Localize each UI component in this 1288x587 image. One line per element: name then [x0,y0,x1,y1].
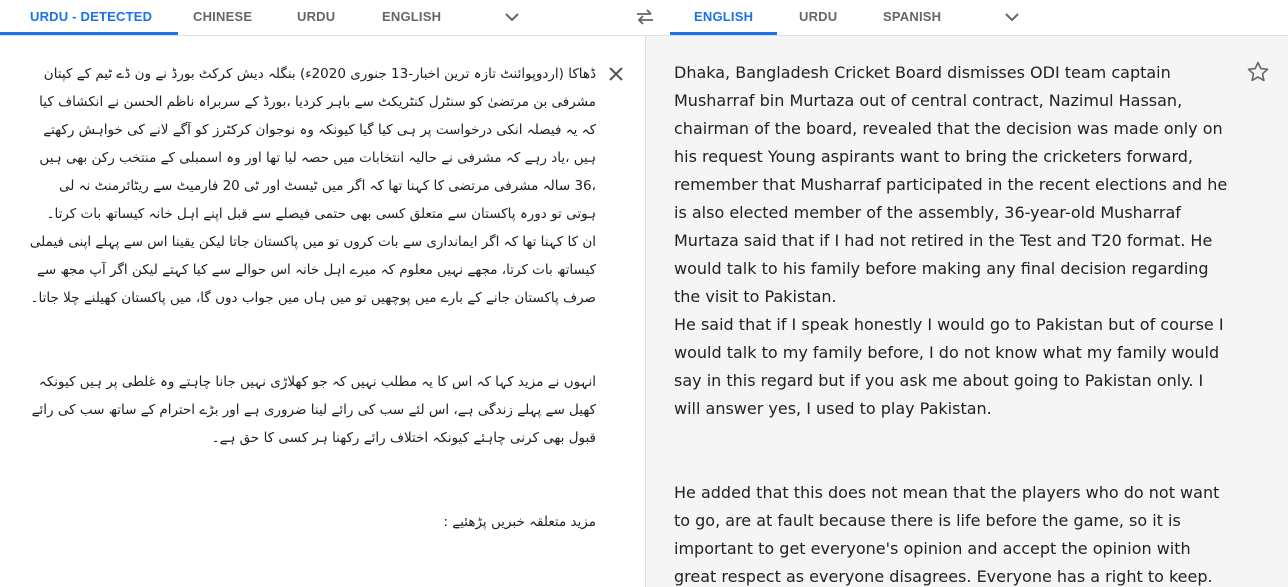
chevron-down-icon [503,8,521,26]
tab-source-english[interactable]: ENGLISH [382,9,442,24]
tab-source-detected[interactable] [30,0,152,34]
tab-source-urdu[interactable]: URDU [297,9,336,24]
swap-languages-button[interactable] [635,7,655,27]
target-more-languages-button[interactable] [1003,8,1021,26]
close-icon [606,64,626,84]
active-tab-indicator [0,32,178,35]
tab-source-detected-label: URDU - DETECTED [30,9,153,24]
source-more-languages-button[interactable] [503,8,521,26]
tab-target-english[interactable] [694,0,753,34]
tab-source-chinese[interactable]: CHINESE [193,9,253,24]
tab-target-urdu[interactable]: URDU [799,9,838,24]
clear-source-button[interactable] [606,64,626,84]
tab-target-spanish[interactable]: SPANISH [883,9,942,24]
tab-target-english-label: ENGLISH [694,9,754,24]
translation-panel [645,36,1288,587]
source-text-input[interactable]: ڈھاکا (اردوپوائنٹ تازہ ترین اخبار-13 جنوری 2020ء) بنگلہ دیش کرکٹ بورڈ نے ون ڈے ٹیم کے کپتان مشرفی بن مرتضیٰ کو سنٹرل کنٹریکٹ سے باہر کردیا ،بورڈ کے سربراہ ناظم الحسن نے انکشاف کیا کہ یہ فیصلہ انکی درخواست پر ہی کیا گیا کیونکہ وہ نوجوان کرکٹرز کو آگے لانے کی خواہش رکھتے ہیں ،یاد رہے کہ مشرفی نے حالیہ انتخابات میں حصہ لیا تھا اور وہ اسمبلی کے منتخب رکن بھی ہیں ،36 سالہ مشرفی مرتضی کا کہنا تھا کہ اگر میں ٹیسٹ اور ٹی 20 فارمیٹ سے ریٹائرمنٹ نہ لی ہوتی تو دورہ پاکستان سے متعلق کسی بھی حتمی فیصلے سے قبل اپنے اہل خانہ کیساتھ بات کرتا۔ ان کا کہنا تھا کہ اگر ایمانداری سے بات کروں تو میں پاکستان جاتا لیکن یقینا اس سے پہلے اپنی فیملی کیساتھ بات کرتا، مجھے نہیں معلوم کہ میرے اہل خانہ اس حوالے سے کیا کہتے لیکن اگر آپ مجھ سے صرف پاکستان جانے کے بارے میں پوچھیں تو میں ہاں میں جواب دوں گا، میں پاکستان کھیلنے چلا جاتا۔ انہوں نے مزید کہا کہ اس کا یہ مطلب نہیں کہ جو کھلاڑی نہیں جانا چاہتے وہ غلطی پر ہیں کیونکہ کھیل سے پہلے زندگی ہے، اس لئے سب کی رائے لینا ضروری ہے اور بڑے احترام کے ساتھ سب کی رائے قبول بھی کرنی چاہئے کیونکہ اختلاف رائے رکھنا ہر کسی کا حق ہے۔ مزید متعلقہ خبریں پڑھئیے : [29,66,596,530]
translation-output: Dhaka, Bangladesh Cricket Board dismisses ODI team captain Musharraf bin Murtaza out of central contract, Nazimul Hassan, chairman of the board, revealed that the decision was made only on his request Young aspirants want to bring the cricketers forward, remember that Musharraf participated in the recent elections and he is also elected member of the assembly, 36-year-old Musharraf Murtaza said that if I had not retired in the Test and T20 format. He would talk to his family before making any final decision regarding the visit to Pakistan. He said that if I speak honestly I would go to Pakistan but of course I would talk to my family before, I do not know what my family would say in this regard but if you ask me about going to Pakistan only. I will answer yes, I used to play Pakistan. He added that this does not mean that the players who do not want to go, are at fault because there is life before the game, so it is important to get everyone's opinion and accept the opinion with great respect as everyone disagrees. Everyone has a right to keep. [674,63,1228,586]
source-panel [0,36,644,587]
active-tab-indicator [670,32,777,35]
star-outline-icon [1246,60,1270,84]
save-translation-button[interactable] [1246,60,1270,84]
swap-arrows-icon [635,7,655,27]
chevron-down-icon [1003,8,1021,26]
language-bar [0,0,1288,36]
